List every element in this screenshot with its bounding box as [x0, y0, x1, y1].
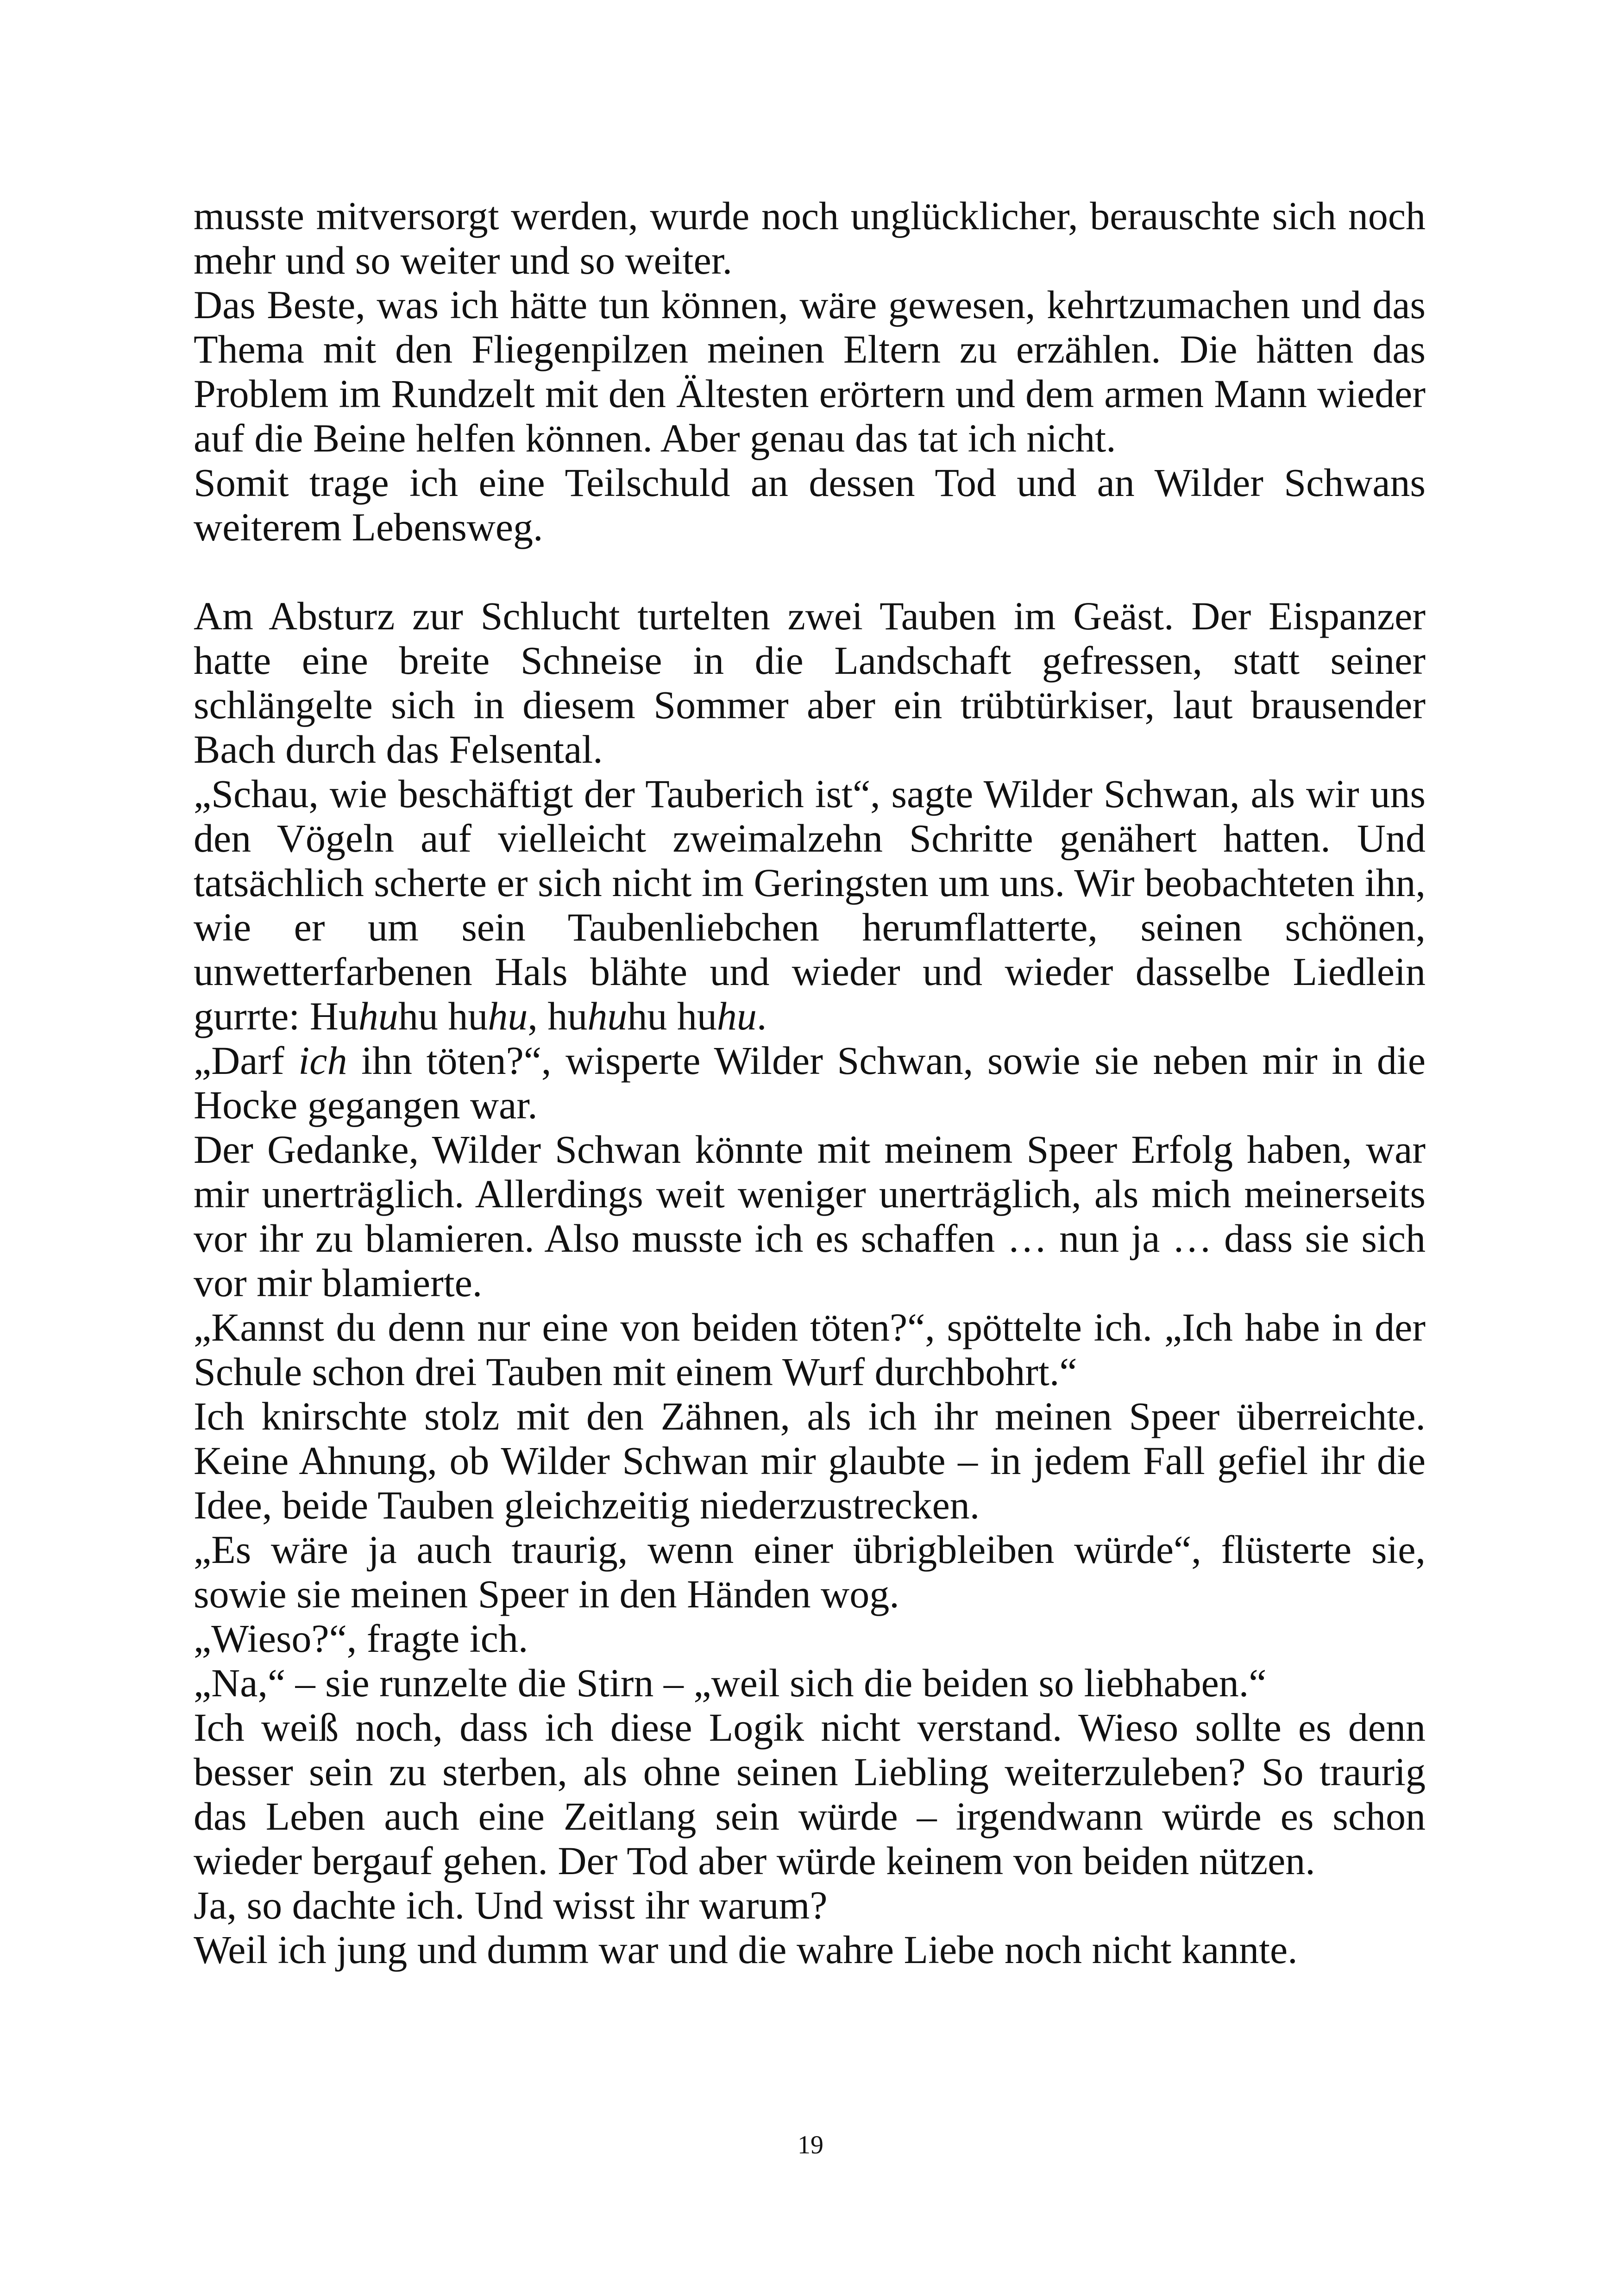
paragraph: [194, 1705, 1426, 1883]
text-run: Ich weiß noch, dass ich diese Logik nicht verstand. Wieso sollte es denn besser sein zu sterben, als ohne seinen Liebling weiterzuleben? So traurig das Leben auch eine Zeitlang sein würde – irgendwann würde es schon wieder bergauf gehen. Der Tod aber würde keinem von beiden nützen.: [194, 1705, 1426, 1883]
text-run: „Wieso?“, fragte ich.: [194, 1616, 528, 1661]
text-run: hu hu: [627, 994, 717, 1038]
body-text: [194, 194, 1426, 1972]
text-run: Weil ich jung und dumm war und die wahre Liebe noch nicht kannte.: [194, 1927, 1298, 1972]
paragraph: [194, 1927, 1426, 1972]
paragraph: [194, 194, 1426, 282]
paragraph: [194, 1038, 1426, 1127]
text-run: ihn töten?“, wisperte Wilder Schwan, sowie sie neben mir in die Hocke gegangen war.: [194, 1038, 1426, 1127]
paragraph: [194, 1305, 1426, 1394]
italic-text: hu: [587, 994, 628, 1038]
text-run: „Na,“ – sie runzelte die Stirn – „weil sich die beiden so liebhaben.“: [194, 1661, 1267, 1705]
paragraph: [194, 1883, 1426, 1927]
text-run: .: [756, 994, 767, 1038]
text-run: „Darf: [194, 1038, 299, 1083]
text-run: Der Gedanke, Wilder Schwan könnte mit meinem Speer Erfolg haben, war mir unerträglich. Allerdings weit weniger unerträglich, als mich meinerseits vor ihr zu blamieren. Also musste ich es schaffen … nun ja … dass sie sich vor mir blamierte.: [194, 1127, 1426, 1305]
paragraph: [194, 772, 1426, 1038]
text-run: „Schau, wie beschäftigt der Tauberich ist“, sagte Wilder Schwan, als wir uns den Vögeln auf vielleicht zweimalzehn Schritte genähert hatten. Und tatsächlich scherte er sich nicht im Geringsten um uns. Wir beobachteten ihn, wie er um sein Taubenliebchen herumflatterte, seinen schönen, unwetterfarbenen Hals blähte und wieder und wieder dasselbe Liedlein gurrte: Hu: [194, 772, 1426, 1038]
text-run: Somit trage ich eine Teilschuld an dessen Tod und an Wilder Schwans weiterem Lebensweg.: [194, 460, 1426, 549]
paragraph: [194, 1616, 1426, 1661]
text-run: Ich knirschte stolz mit den Zähnen, als ich ihr meinen Speer überreichte. Keine Ahnung, ob Wilder Schwan mir glaubte – in jedem Fall gefiel ihr die Idee, beide Tauben gleichzeitig niederzustrecken.: [194, 1394, 1426, 1527]
paragraph: [194, 1527, 1426, 1616]
text-run: musste mitversorgt werden, wurde noch unglücklicher, berauschte sich noch mehr und so weiter und so weiter.: [194, 194, 1426, 282]
page-number: 19: [798, 2131, 823, 2159]
paragraph: [194, 460, 1426, 549]
text-run: „Kannst du denn nur eine von beiden töten?“, spöttelte ich. „Ich habe in der Schule schon drei Tauben mit einem Wurf durchbohrt.“: [194, 1305, 1426, 1394]
text-run: Am Absturz zur Schlucht turtelten zwei Tauben im Geäst. Der Eispanzer hatte eine breite Schneise in die Landschaft gefressen, statt seiner schlängelte sich in diesem Sommer aber ein trübtürkiser, laut brausender Bach durch das Felsental.: [194, 594, 1426, 772]
paragraph: [194, 594, 1426, 772]
paragraph: [194, 1661, 1426, 1705]
italic-text: hu: [488, 994, 528, 1038]
text-run: Ja, so dachte ich. Und wisst ihr warum?: [194, 1883, 828, 1927]
italic-text: hu: [358, 994, 398, 1038]
paragraph: [194, 1127, 1426, 1305]
blank-line: [194, 549, 1426, 594]
text-run: Das Beste, was ich hätte tun können, wäre gewesen, kehrtzumachen und das Thema mit den Fliegenpilzen meinen Eltern zu erzählen. Die hätten das Problem im Rundzelt mit den Ältesten erörtern und dem armen Mann wieder auf die Beine helfen können. Aber genau das tat ich nicht.: [194, 282, 1426, 460]
paragraph: [194, 1394, 1426, 1527]
text-run: „Es wäre ja auch traurig, wenn einer übrigbleiben würde“, flüsterte sie, sowie sie meinen Speer in den Händen wog.: [194, 1527, 1426, 1616]
italic-text: ich: [298, 1038, 347, 1083]
italic-text: hu: [716, 994, 757, 1038]
text-run: hu hu: [398, 994, 488, 1038]
paragraph: [194, 282, 1426, 460]
text-run: , hu: [528, 994, 588, 1038]
